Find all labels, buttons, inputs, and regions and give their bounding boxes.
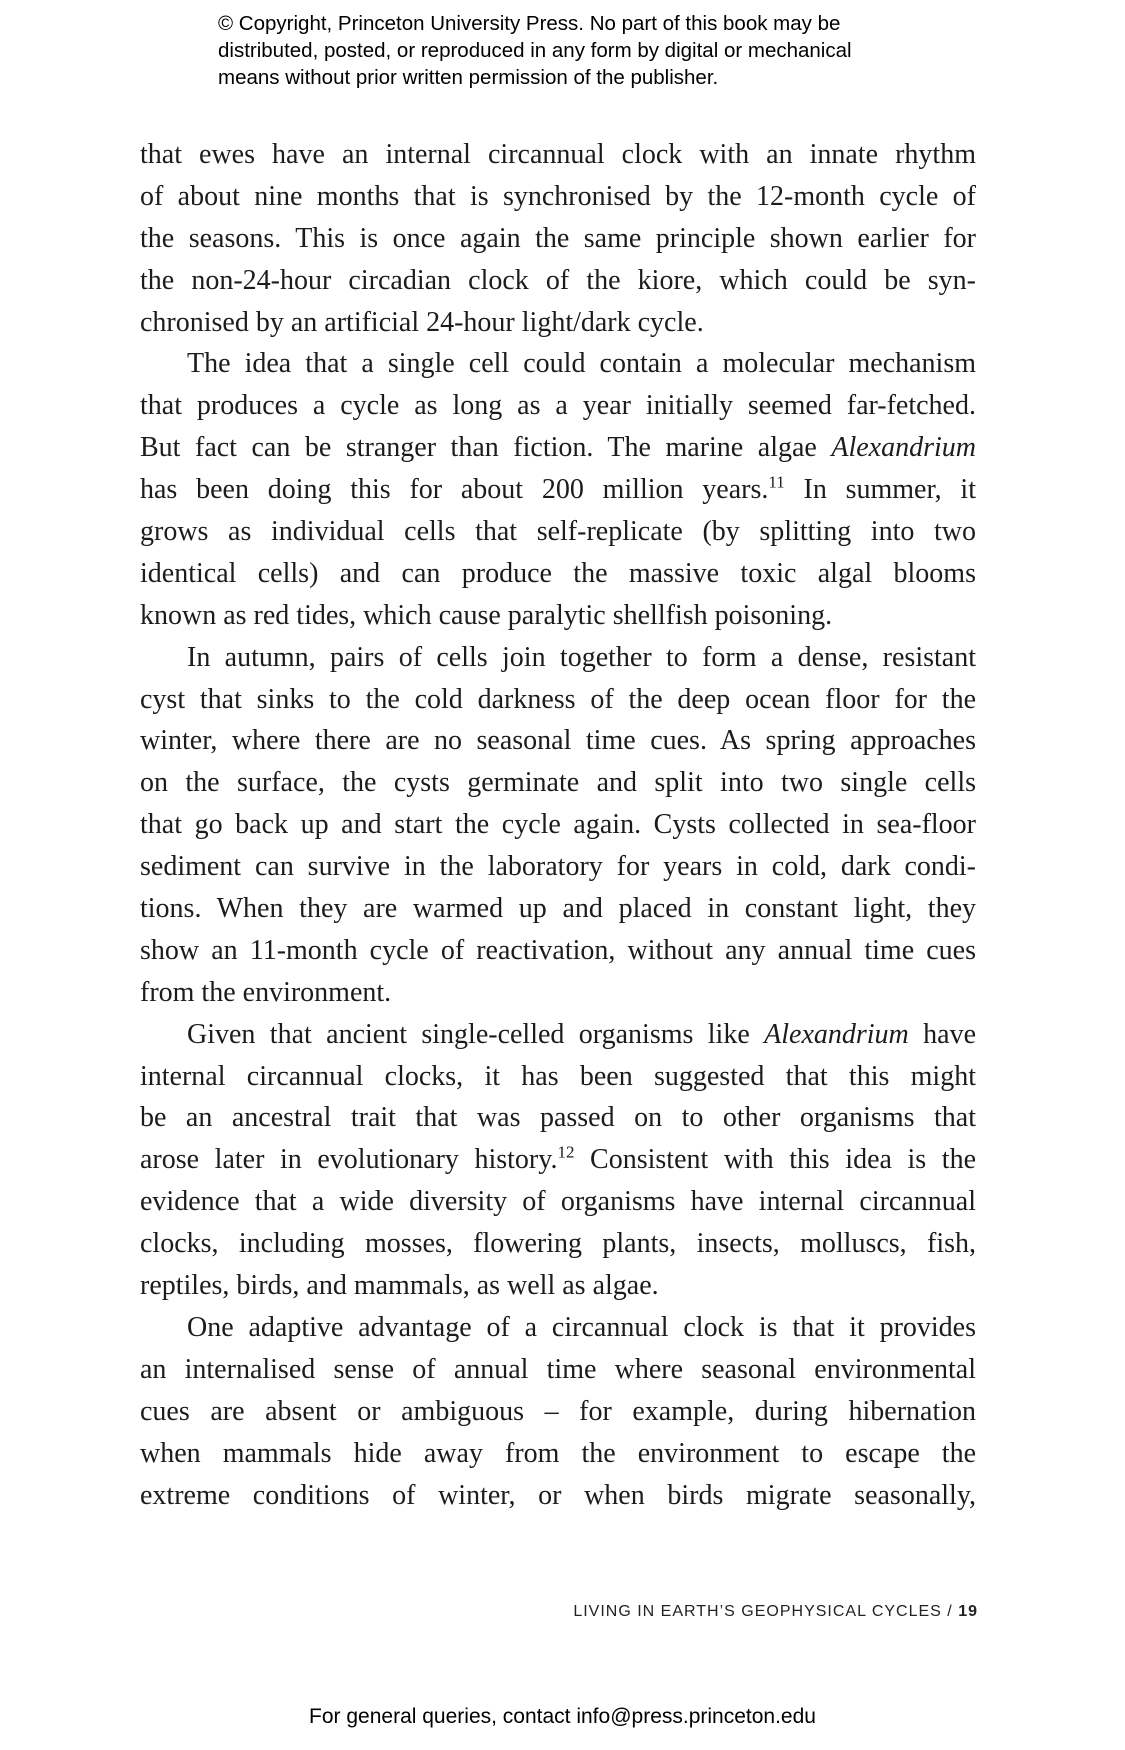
- text-line: known as red tides, which cause paralytic shellfish poisoning.: [140, 599, 833, 631]
- body-text: [140, 134, 976, 1516]
- contact-notice: For general queries, contact info@press.princeton.edu: [309, 1705, 816, 1728]
- copyright-line: means without prior written permission of the publisher.: [218, 66, 719, 89]
- copyright-line: distributed, posted, or reproduced in any form by digital or mechanical: [218, 39, 852, 62]
- text-line: One adaptive advantage of a circannual clock is that it provides: [187, 1311, 976, 1343]
- text-line: tions. When they are warmed up and placed in constant light, they: [140, 893, 976, 925]
- page-number: 19: [958, 1603, 978, 1620]
- text-line: that produces a cycle as long as a year initially seemed far-fetched.: [140, 390, 976, 422]
- text-line: [140, 427, 976, 469]
- text-line: grows as individual cells that self-replicate (by splitting into two: [140, 516, 976, 548]
- text-run: Given that ancient single-celled organisms like: [187, 1018, 765, 1050]
- text-line: The idea that a single cell could contain a molecular mechanism: [187, 348, 976, 380]
- text-line: [140, 469, 976, 511]
- footnote-ref[interactable]: 12: [557, 1143, 575, 1163]
- text-line: the non-24-hour circadian clock of the kiore, which could be syn-: [140, 264, 976, 296]
- text-line: show an 11-month cycle of reactivation, without any annual time cues: [140, 934, 976, 966]
- text-line: that go back up and start the cycle again. Cysts collected in sea-floor: [140, 809, 976, 841]
- text-line: on the surface, the cysts germinate and split into two single cells: [140, 767, 976, 799]
- separator: /: [941, 1603, 959, 1620]
- running-head: LIVING IN EARTH’S GEOPHYSICAL CYCLES: [573, 1603, 942, 1620]
- text-line: sediment can survive in the laboratory for years in cold, dark condi-: [140, 851, 976, 883]
- text-line: cyst that sinks to the cold darkness of the deep ocean floor for the: [140, 683, 976, 715]
- text-run: Consistent with this idea is the: [574, 1144, 976, 1176]
- text-line: [140, 1139, 976, 1181]
- text-line: chronised by an artificial 24-hour light/dark cycle.: [140, 306, 704, 338]
- text-run: In summer, it: [784, 474, 976, 506]
- text-line: the seasons. This is once again the same principle shown earlier for: [140, 222, 976, 254]
- running-footer: [573, 1603, 978, 1621]
- footnote-ref[interactable]: 11: [768, 472, 785, 492]
- text-run: But fact can be stranger than fiction. The marine algae: [140, 432, 832, 464]
- text-line: evidence that a wide diversity of organisms have internal circannual: [140, 1186, 976, 1218]
- text-line: reptiles, birds, and mammals, as well as algae.: [140, 1270, 659, 1302]
- text-line: winter, where there are no seasonal time cues. As spring approaches: [140, 725, 976, 757]
- italic-term: Alexandrium: [831, 432, 976, 464]
- text-line: In autumn, pairs of cells join together to form a dense, resistant: [187, 641, 976, 673]
- text-line: of about nine months that is synchronised by the 12-month cycle of: [140, 180, 976, 212]
- text-line: an internalised sense of annual time where seasonal environmental: [140, 1353, 976, 1385]
- text-line: internal circannual clocks, it has been suggested that this might: [140, 1060, 976, 1092]
- text-line: that ewes have an internal circannual clock with an innate rhythm: [140, 139, 976, 170]
- text-line: be an ancestral trait that was passed on to other organisms that: [140, 1102, 976, 1134]
- text-run: have: [908, 1018, 977, 1050]
- copyright-line: © Copyright, Princeton University Press. No part of this book may be: [218, 12, 841, 35]
- text-line: when mammals hide away from the environment to escape the: [140, 1437, 976, 1469]
- copyright-notice: [218, 10, 938, 91]
- text-line: [140, 1014, 976, 1056]
- text-run: arose later in evolutionary history.: [140, 1144, 558, 1176]
- text-run: has been doing this for about 200 million years.: [140, 474, 769, 506]
- text-line: clocks, including mosses, flowering plants, insects, molluscs, fish,: [140, 1228, 976, 1260]
- italic-term: Alexandrium: [764, 1018, 909, 1050]
- text-line: from the environment.: [140, 976, 392, 1008]
- text-line: identical cells) and can produce the massive toxic algal blooms: [140, 557, 976, 589]
- text-line: extreme conditions of winter, or when birds migrate seasonally,: [140, 1479, 976, 1511]
- text-line: cues are absent or ambiguous – for example, during hibernation: [140, 1395, 976, 1427]
